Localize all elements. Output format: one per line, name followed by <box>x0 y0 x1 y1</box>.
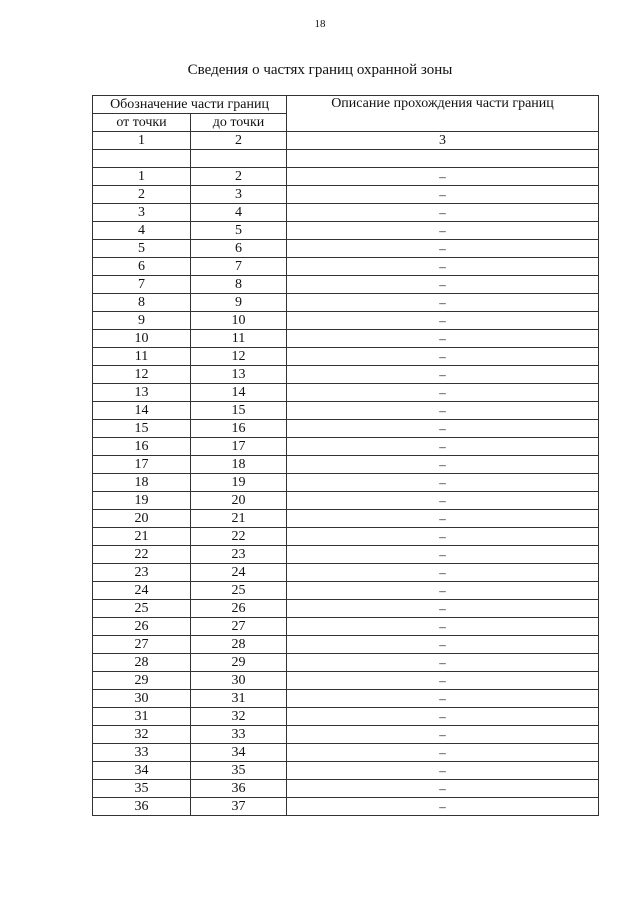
to-point-cell: 26 <box>191 600 287 618</box>
description-cell: – <box>287 654 599 672</box>
description-cell: – <box>287 780 599 798</box>
table-row <box>93 168 599 186</box>
from-point-cell: 27 <box>93 636 191 654</box>
from-point-cell: 33 <box>93 744 191 762</box>
table-row <box>93 798 599 816</box>
to-point-cell: 23 <box>191 546 287 564</box>
to-point-cell: 34 <box>191 744 287 762</box>
blank-cell <box>93 150 191 168</box>
table-row <box>93 294 599 312</box>
description-cell: – <box>287 600 599 618</box>
description-cell: – <box>287 744 599 762</box>
table-row <box>93 636 599 654</box>
description-cell: – <box>287 348 599 366</box>
to-point-cell: 27 <box>191 618 287 636</box>
description-cell: – <box>287 510 599 528</box>
table-row <box>93 564 599 582</box>
table-row <box>93 276 599 294</box>
to-point-cell: 28 <box>191 636 287 654</box>
column-number-2: 2 <box>191 132 287 150</box>
from-point-cell: 16 <box>93 438 191 456</box>
table-row <box>93 420 599 438</box>
description-cell: – <box>287 366 599 384</box>
table-row <box>93 402 599 420</box>
to-point-cell: 12 <box>191 348 287 366</box>
table-row <box>93 528 599 546</box>
from-point-cell: 34 <box>93 762 191 780</box>
from-point-cell: 12 <box>93 366 191 384</box>
table-row <box>93 654 599 672</box>
page-number: 18 <box>314 18 326 30</box>
description-cell: – <box>287 456 599 474</box>
table-row <box>93 240 599 258</box>
document-title: Сведения о частях границ охранной зоны <box>187 62 453 78</box>
table-row <box>93 492 599 510</box>
from-point-cell: 36 <box>93 798 191 816</box>
table-row <box>93 690 599 708</box>
description-cell: – <box>287 708 599 726</box>
to-point-cell: 11 <box>191 330 287 348</box>
boundary-parts-table <box>92 95 599 816</box>
table-row <box>93 726 599 744</box>
description-cell: – <box>287 492 599 510</box>
to-point-cell: 4 <box>191 204 287 222</box>
description-cell: – <box>287 636 599 654</box>
description-cell: – <box>287 168 599 186</box>
from-point-cell: 14 <box>93 402 191 420</box>
table-row <box>93 600 599 618</box>
to-point-cell: 37 <box>191 798 287 816</box>
from-point-cell: 20 <box>93 510 191 528</box>
to-point-cell: 32 <box>191 708 287 726</box>
table-row <box>93 330 599 348</box>
to-point-cell: 30 <box>191 672 287 690</box>
to-point-cell: 9 <box>191 294 287 312</box>
from-point-cell: 35 <box>93 780 191 798</box>
from-point-cell: 2 <box>93 186 191 204</box>
to-point-cell: 18 <box>191 456 287 474</box>
header-boundary-designation: Обозначение части границ <box>93 96 287 114</box>
to-point-cell: 36 <box>191 780 287 798</box>
blank-cell <box>287 150 599 168</box>
table-row <box>93 618 599 636</box>
to-point-cell: 35 <box>191 762 287 780</box>
from-point-cell: 1 <box>93 168 191 186</box>
from-point-cell: 30 <box>93 690 191 708</box>
table-row <box>93 582 599 600</box>
description-cell: – <box>287 546 599 564</box>
to-point-cell: 7 <box>191 258 287 276</box>
to-point-cell: 21 <box>191 510 287 528</box>
table-row <box>93 708 599 726</box>
description-cell: – <box>287 294 599 312</box>
from-point-cell: 15 <box>93 420 191 438</box>
from-point-cell: 13 <box>93 384 191 402</box>
table-row <box>93 186 599 204</box>
table-body <box>93 96 599 816</box>
from-point-cell: 32 <box>93 726 191 744</box>
to-point-cell: 22 <box>191 528 287 546</box>
from-point-cell: 11 <box>93 348 191 366</box>
to-point-cell: 2 <box>191 168 287 186</box>
description-cell: – <box>287 726 599 744</box>
to-point-cell: 29 <box>191 654 287 672</box>
to-point-cell: 13 <box>191 366 287 384</box>
from-point-cell: 19 <box>93 492 191 510</box>
table-row <box>93 312 599 330</box>
table-row <box>93 672 599 690</box>
description-cell: – <box>287 618 599 636</box>
column-number-1: 1 <box>93 132 191 150</box>
to-point-cell: 17 <box>191 438 287 456</box>
from-point-cell: 26 <box>93 618 191 636</box>
table-row <box>93 456 599 474</box>
table-row <box>93 744 599 762</box>
from-point-cell: 23 <box>93 564 191 582</box>
to-point-cell: 25 <box>191 582 287 600</box>
from-point-cell: 22 <box>93 546 191 564</box>
to-point-cell: 15 <box>191 402 287 420</box>
description-cell: – <box>287 798 599 816</box>
to-point-cell: 19 <box>191 474 287 492</box>
from-point-cell: 3 <box>93 204 191 222</box>
from-point-cell: 5 <box>93 240 191 258</box>
to-point-cell: 20 <box>191 492 287 510</box>
table-row <box>93 384 599 402</box>
from-point-cell: 6 <box>93 258 191 276</box>
header-row-column-numbers <box>93 132 599 150</box>
table-row <box>93 510 599 528</box>
header-to-point: до точки <box>191 114 287 132</box>
from-point-cell: 4 <box>93 222 191 240</box>
from-point-cell: 18 <box>93 474 191 492</box>
from-point-cell: 24 <box>93 582 191 600</box>
table-row <box>93 546 599 564</box>
description-cell: – <box>287 690 599 708</box>
description-cell: – <box>287 420 599 438</box>
to-point-cell: 16 <box>191 420 287 438</box>
from-point-cell: 28 <box>93 654 191 672</box>
table-row <box>93 762 599 780</box>
table-row <box>93 780 599 798</box>
to-point-cell: 3 <box>191 186 287 204</box>
column-number-3: 3 <box>287 132 599 150</box>
table-row <box>93 366 599 384</box>
table-row <box>93 474 599 492</box>
description-cell: – <box>287 564 599 582</box>
description-cell: – <box>287 258 599 276</box>
from-point-cell: 8 <box>93 294 191 312</box>
table-row <box>93 222 599 240</box>
table-row <box>93 204 599 222</box>
description-cell: – <box>287 312 599 330</box>
to-point-cell: 14 <box>191 384 287 402</box>
from-point-cell: 25 <box>93 600 191 618</box>
header-from-point: от точки <box>93 114 191 132</box>
to-point-cell: 33 <box>191 726 287 744</box>
to-point-cell: 24 <box>191 564 287 582</box>
table-row <box>93 348 599 366</box>
description-cell: – <box>287 438 599 456</box>
blank-cell <box>191 150 287 168</box>
description-cell: – <box>287 240 599 258</box>
description-cell: – <box>287 528 599 546</box>
to-point-cell: 10 <box>191 312 287 330</box>
description-cell: – <box>287 276 599 294</box>
table-row <box>93 438 599 456</box>
description-cell: – <box>287 186 599 204</box>
description-cell: – <box>287 222 599 240</box>
from-point-cell: 7 <box>93 276 191 294</box>
description-cell: – <box>287 762 599 780</box>
from-point-cell: 10 <box>93 330 191 348</box>
description-cell: – <box>287 474 599 492</box>
to-point-cell: 31 <box>191 690 287 708</box>
from-point-cell: 31 <box>93 708 191 726</box>
description-cell: – <box>287 402 599 420</box>
description-cell: – <box>287 672 599 690</box>
header-boundary-description: Описание прохождения части границ <box>287 96 599 132</box>
description-cell: – <box>287 330 599 348</box>
to-point-cell: 5 <box>191 222 287 240</box>
blank-row <box>93 150 599 168</box>
to-point-cell: 6 <box>191 240 287 258</box>
header-row-group <box>93 96 599 114</box>
from-point-cell: 9 <box>93 312 191 330</box>
to-point-cell: 8 <box>191 276 287 294</box>
from-point-cell: 29 <box>93 672 191 690</box>
description-cell: – <box>287 582 599 600</box>
description-cell: – <box>287 204 599 222</box>
from-point-cell: 17 <box>93 456 191 474</box>
description-cell: – <box>287 384 599 402</box>
table-row <box>93 258 599 276</box>
from-point-cell: 21 <box>93 528 191 546</box>
